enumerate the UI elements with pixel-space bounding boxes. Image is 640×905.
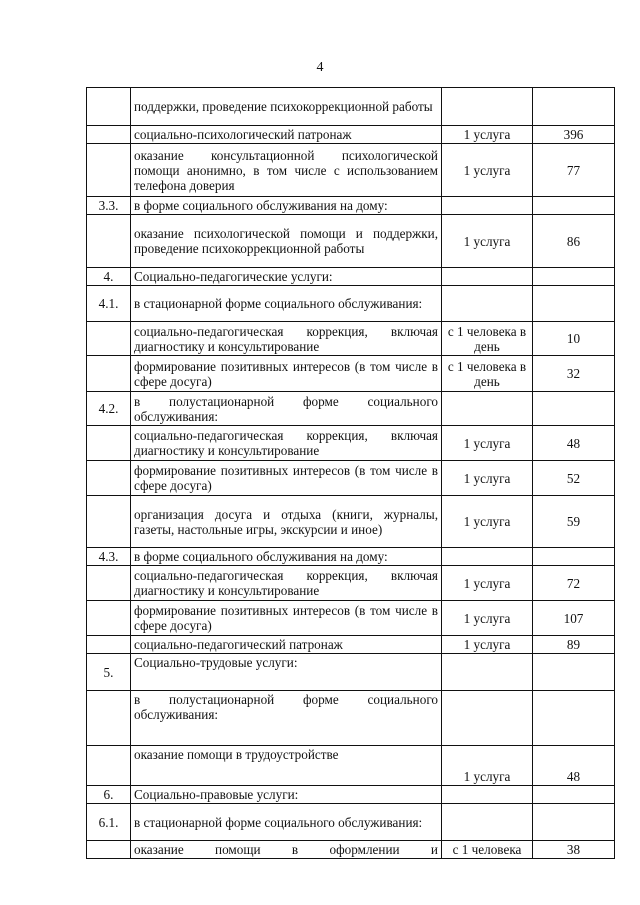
service-value <box>533 786 615 804</box>
service-description: социально-педагогическая коррекция, включая диагностику и консультирование <box>131 566 442 601</box>
table-row <box>87 654 615 691</box>
service-description: организация досуга и отдыха (книги, журналы, газеты, настольные игры, экскурсии и иное) <box>131 496 442 548</box>
service-unit <box>442 392 533 426</box>
service-unit: 1 услуга <box>442 601 533 636</box>
service-description: в форме социального обслуживания на дому: <box>131 548 442 566</box>
row-number: 3.3. <box>87 197 131 215</box>
service-description: социально-педагогический патронаж <box>131 636 442 654</box>
row-number: 4.3. <box>87 548 131 566</box>
row-number <box>87 461 131 496</box>
row-number <box>87 496 131 548</box>
table-row <box>87 496 615 548</box>
service-description: Социально-педагогические услуги: <box>131 268 442 286</box>
service-description: в форме социального обслуживания на дому: <box>131 197 442 215</box>
service-description: формирование позитивных интересов (в том числе в сфере досуга) <box>131 461 442 496</box>
table-row <box>87 841 615 859</box>
service-description: в полустационарной форме социального обслуживания: <box>131 691 442 746</box>
row-number <box>87 841 131 859</box>
service-value <box>533 268 615 286</box>
service-description: оказание помощи в оформлении и <box>131 841 442 859</box>
service-value: 86 <box>533 215 615 268</box>
service-unit: 1 услуга <box>442 126 533 144</box>
service-unit: 1 услуга <box>442 566 533 601</box>
service-value: 10 <box>533 322 615 356</box>
table-row <box>87 601 615 636</box>
service-unit: 1 услуга <box>442 144 533 197</box>
row-number <box>87 215 131 268</box>
row-number: 6.1. <box>87 804 131 841</box>
row-number: 5. <box>87 654 131 691</box>
service-unit <box>442 804 533 841</box>
page-number: 4 <box>316 60 324 75</box>
service-unit <box>442 197 533 215</box>
row-number <box>87 426 131 461</box>
service-description: в полустационарной форме социального обслуживания: <box>131 392 442 426</box>
row-number: 6. <box>87 786 131 804</box>
service-value <box>533 88 615 126</box>
table-row <box>87 392 615 426</box>
service-description: формирование позитивных интересов (в том числе в сфере досуга) <box>131 601 442 636</box>
table-row <box>87 691 615 746</box>
row-number <box>87 126 131 144</box>
service-unit: с 1 человека в день <box>442 322 533 356</box>
table-row <box>87 215 615 268</box>
service-description: оказание психологической помощи и поддержки, проведение психокоррекционной работы <box>131 215 442 268</box>
row-number <box>87 322 131 356</box>
table-row <box>87 804 615 841</box>
table-row <box>87 461 615 496</box>
service-unit <box>442 268 533 286</box>
service-unit: 1 услуга <box>442 746 533 786</box>
table-row <box>87 426 615 461</box>
service-value <box>533 691 615 746</box>
table-row <box>87 636 615 654</box>
row-number <box>87 566 131 601</box>
service-value: 48 <box>533 746 615 786</box>
row-number: 4.2. <box>87 392 131 426</box>
service-unit <box>442 654 533 691</box>
service-description: социально-педагогическая коррекция, включая диагностику и консультирование <box>131 426 442 461</box>
table-row <box>87 268 615 286</box>
service-unit: с 1 человека в день <box>442 356 533 392</box>
service-unit: 1 услуга <box>442 215 533 268</box>
service-unit <box>442 286 533 322</box>
service-value: 38 <box>533 841 615 859</box>
row-number <box>87 88 131 126</box>
service-value: 107 <box>533 601 615 636</box>
table-row <box>87 197 615 215</box>
table-row <box>87 144 615 197</box>
service-unit <box>442 88 533 126</box>
service-description: Социально-правовые услуги: <box>131 786 442 804</box>
service-unit: с 1 человека <box>442 841 533 859</box>
service-description: поддержки, проведение психокоррекционной работы <box>131 88 442 126</box>
service-unit: 1 услуга <box>442 461 533 496</box>
service-unit <box>442 548 533 566</box>
row-number <box>87 144 131 197</box>
service-description: социально-психологический патронаж <box>131 126 442 144</box>
service-value <box>533 548 615 566</box>
service-description: Социально-трудовые услуги: <box>131 654 442 691</box>
service-value: 89 <box>533 636 615 654</box>
table-row <box>87 356 615 392</box>
service-value: 77 <box>533 144 615 197</box>
row-number <box>87 746 131 786</box>
service-description: социально-педагогическая коррекция, включая диагностику и консультирование <box>131 322 442 356</box>
service-value <box>533 804 615 841</box>
table-row <box>87 566 615 601</box>
table-row <box>87 786 615 804</box>
row-number: 4.1. <box>87 286 131 322</box>
service-unit: 1 услуга <box>442 496 533 548</box>
table-row <box>87 88 615 126</box>
row-number <box>87 691 131 746</box>
service-value: 32 <box>533 356 615 392</box>
service-value: 52 <box>533 461 615 496</box>
service-unit: 1 услуга <box>442 636 533 654</box>
table-row <box>87 548 615 566</box>
service-description: в стационарной форме социального обслуживания: <box>131 286 442 322</box>
row-number <box>87 356 131 392</box>
service-description: формирование позитивных интересов (в том числе в сфере досуга) <box>131 356 442 392</box>
service-value: 72 <box>533 566 615 601</box>
service-unit <box>442 786 533 804</box>
service-unit: 1 услуга <box>442 426 533 461</box>
services-table <box>86 87 615 859</box>
service-value <box>533 654 615 691</box>
service-description: в стационарной форме социального обслуживания: <box>131 804 442 841</box>
service-value <box>533 392 615 426</box>
table-row <box>87 322 615 356</box>
service-value: 48 <box>533 426 615 461</box>
row-number: 4. <box>87 268 131 286</box>
row-number <box>87 601 131 636</box>
service-value: 396 <box>533 126 615 144</box>
service-description: оказание консультационной психологической помощи анонимно, в том числе с использованием телефона доверия <box>131 144 442 197</box>
row-number <box>87 636 131 654</box>
service-value <box>533 286 615 322</box>
service-description: оказание помощи в трудоустройстве <box>131 746 442 786</box>
service-value <box>533 197 615 215</box>
table-row <box>87 126 615 144</box>
table-row <box>87 746 615 786</box>
service-value: 59 <box>533 496 615 548</box>
table-row <box>87 286 615 322</box>
service-unit <box>442 691 533 746</box>
